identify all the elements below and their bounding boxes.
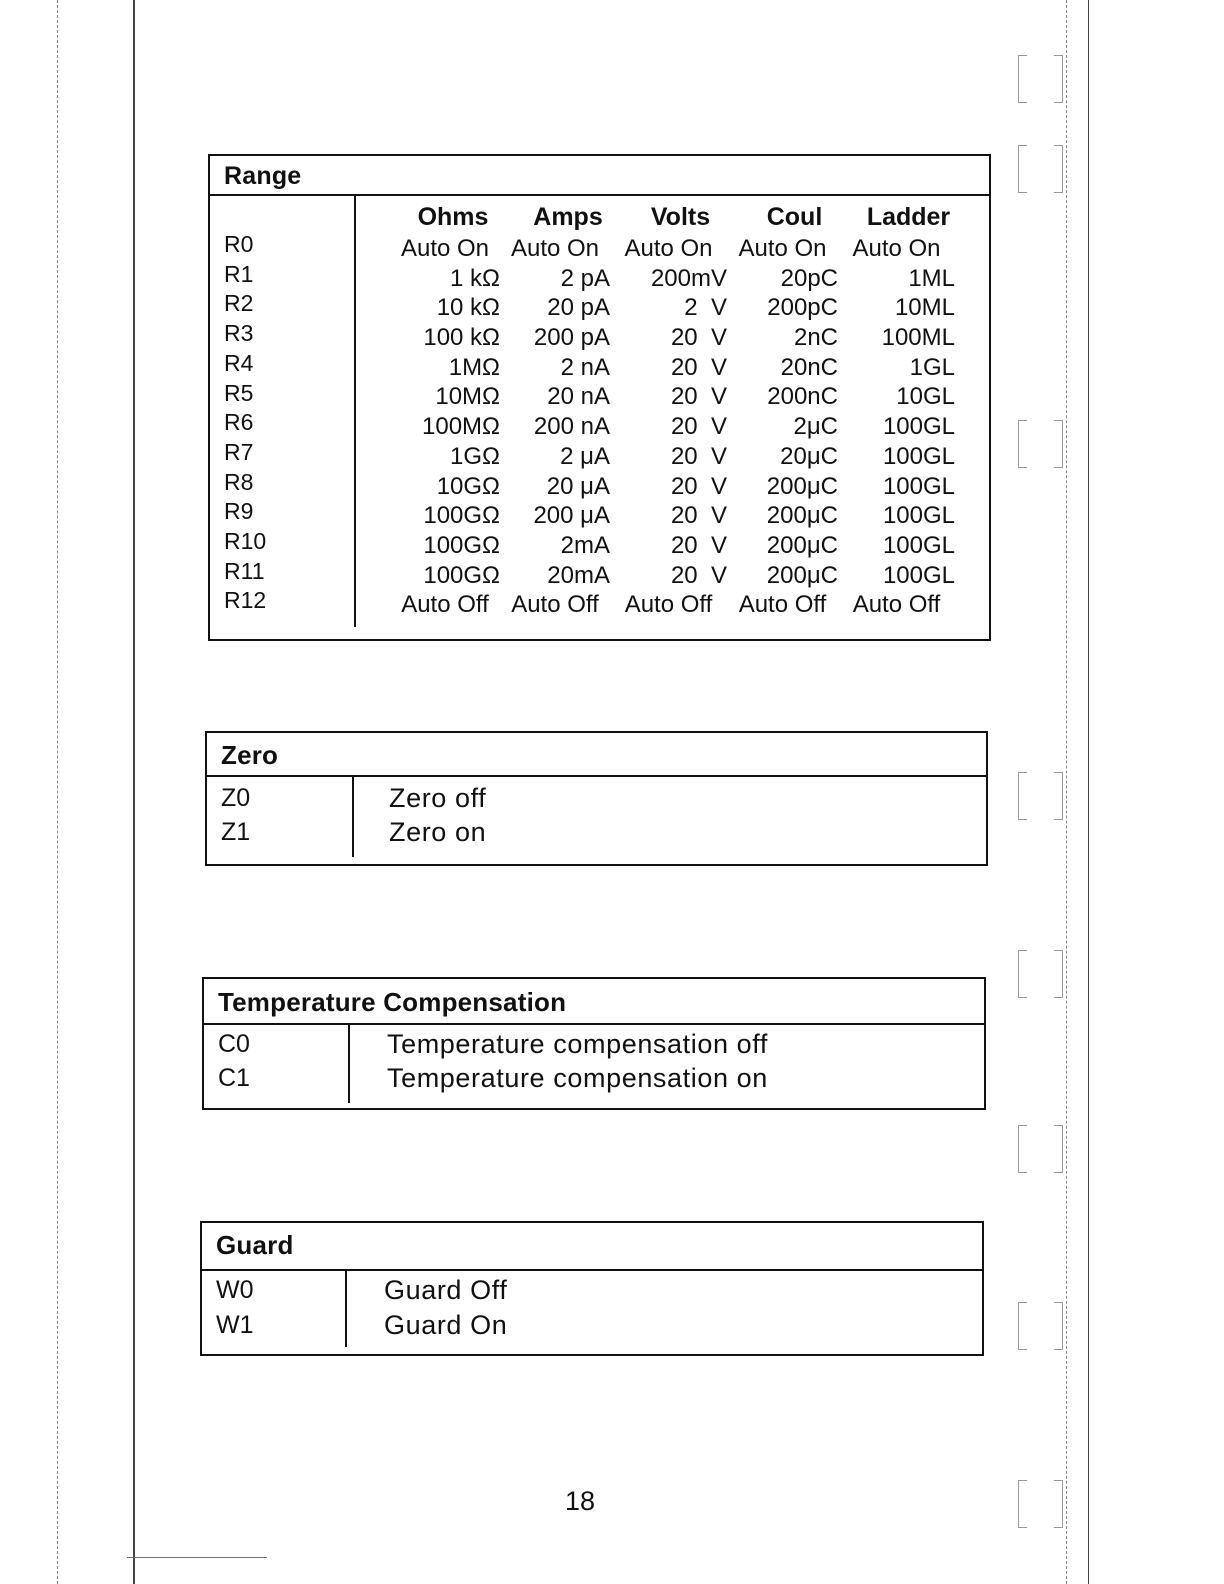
range-cell-ladder: 1GL bbox=[909, 353, 955, 381]
range-cell-ohms: Auto On bbox=[400, 235, 490, 262]
range-cell-coul: 200μC bbox=[766, 472, 838, 500]
guard-codes bbox=[216, 1273, 254, 1343]
range-header-row bbox=[390, 200, 967, 234]
range-cell-ohms: 100GΩ bbox=[423, 561, 500, 589]
range-cell-ohms: 100 kΩ bbox=[423, 324, 500, 352]
range-cell-coul: Auto Off bbox=[738, 591, 827, 619]
scan-bottom-stroke bbox=[127, 1557, 267, 1558]
guard-desc: Guard On bbox=[384, 1310, 508, 1340]
guard-divider bbox=[345, 1271, 347, 1347]
range-cell-ohms: 1MΩ bbox=[448, 353, 500, 381]
range-code: R2 bbox=[224, 290, 254, 317]
range-cell-coul: Auto On bbox=[738, 235, 827, 262]
zero-desc: Zero off bbox=[389, 783, 487, 813]
range-cell-ladder: 10GL bbox=[896, 383, 955, 411]
guard-title: Guard bbox=[202, 1223, 982, 1271]
range-row bbox=[390, 382, 967, 412]
guard-desc: Guard Off bbox=[384, 1275, 508, 1305]
range-cell-amps: 200 nA bbox=[533, 413, 610, 441]
temperature-table bbox=[202, 977, 986, 1110]
range-cell-amps: 2 μA bbox=[560, 442, 610, 470]
range-cell-ohms: Auto Off bbox=[401, 591, 489, 619]
range-cell-coul: 200μC bbox=[766, 531, 838, 559]
range-cell-coul: 200nC bbox=[767, 383, 838, 411]
range-row bbox=[390, 353, 967, 383]
range-cell-amps: 2 pA bbox=[560, 264, 610, 292]
range-cell-ladder: 100GL bbox=[882, 413, 955, 441]
range-cell-ohms: 10GΩ bbox=[436, 472, 500, 500]
range-code: R3 bbox=[224, 320, 254, 347]
range-cell-ladder: 100ML bbox=[881, 324, 955, 352]
range-cell-amps: Auto Off bbox=[511, 591, 599, 619]
range-cell-volts: 20 V bbox=[670, 561, 727, 589]
range-cell-ladder: 100GL bbox=[882, 502, 955, 530]
range-cell-coul: 20pC bbox=[780, 264, 838, 292]
range-cell-amps: 2 nA bbox=[560, 353, 610, 381]
range-cell-volts: 20 V bbox=[670, 383, 727, 411]
range-cell-ohms: 100MΩ bbox=[422, 413, 500, 441]
range-cell-ohms: 1GΩ bbox=[450, 442, 500, 470]
range-code: R0 bbox=[224, 231, 254, 257]
guard-table bbox=[200, 1221, 984, 1356]
range-cell-volts: 20 V bbox=[670, 502, 727, 530]
range-cell-volts: 20 V bbox=[670, 442, 727, 470]
range-cell-amps: 20 μA bbox=[546, 472, 610, 500]
zero-codes bbox=[221, 781, 250, 849]
temperature-code: C0 bbox=[218, 1030, 250, 1058]
zero-divider bbox=[352, 777, 354, 857]
range-cell-volts: 20 V bbox=[670, 324, 727, 352]
range-cell-volts: 200mV bbox=[650, 264, 727, 292]
scan-dashed-line-left bbox=[57, 0, 58, 1584]
header-coul: Coul bbox=[766, 203, 823, 231]
range-cell-volts: 20 V bbox=[670, 531, 727, 559]
temperature-desc: Temperature compensation off bbox=[387, 1029, 769, 1059]
temperature-descriptions bbox=[387, 1027, 768, 1095]
range-cell-ohms: 1 kΩ bbox=[450, 264, 500, 292]
range-cell-coul: 20μC bbox=[780, 442, 838, 470]
range-table bbox=[208, 154, 991, 641]
binder-mark bbox=[1054, 950, 1063, 998]
binder-mark bbox=[1018, 1125, 1027, 1173]
range-cell-coul: 2μC bbox=[793, 413, 838, 441]
range-cell-amps: 2mA bbox=[560, 531, 610, 559]
binder-mark bbox=[1018, 772, 1027, 820]
zero-code: Z0 bbox=[221, 784, 251, 812]
binder-mark bbox=[1054, 420, 1063, 468]
range-row bbox=[390, 590, 967, 620]
temperature-code: C1 bbox=[218, 1064, 250, 1092]
binder-mark bbox=[1054, 772, 1063, 820]
binder-mark bbox=[1054, 1302, 1063, 1350]
binder-mark bbox=[1054, 55, 1063, 103]
range-cell-amps: 20mA bbox=[547, 561, 610, 589]
range-cell-ohms: 10 kΩ bbox=[436, 294, 500, 322]
range-cell-coul: 200μC bbox=[766, 561, 838, 589]
temperature-divider bbox=[348, 1025, 350, 1103]
range-cell-amps: 200 μA bbox=[533, 502, 610, 530]
scan-margin-line-right bbox=[1088, 0, 1089, 1584]
range-row bbox=[390, 442, 967, 472]
range-cell-amps: 20 nA bbox=[547, 383, 610, 411]
range-grid bbox=[390, 200, 967, 620]
range-cell-coul: 2nC bbox=[793, 324, 838, 352]
range-cell-coul: 200μC bbox=[766, 502, 838, 530]
range-cell-volts: 20 V bbox=[670, 353, 727, 381]
range-cell-coul: 20nC bbox=[780, 353, 838, 381]
range-cell-ladder: 100GL bbox=[882, 472, 955, 500]
scan-dashed-line-right bbox=[1066, 0, 1067, 1584]
binder-mark bbox=[1018, 950, 1027, 998]
range-cell-volts: Auto On bbox=[624, 235, 713, 262]
range-cell-ladder: 100GL bbox=[882, 561, 955, 589]
range-body bbox=[210, 196, 989, 639]
range-row bbox=[390, 412, 967, 442]
range-rows bbox=[390, 234, 967, 620]
range-code: R6 bbox=[224, 409, 254, 436]
binder-mark bbox=[1054, 1125, 1063, 1173]
range-cell-amps: 200 pA bbox=[533, 324, 610, 352]
guard-descriptions bbox=[384, 1273, 507, 1343]
range-codes bbox=[224, 230, 266, 616]
temperature-title: Temperature Compensation bbox=[204, 979, 984, 1025]
range-cell-ohms: 100GΩ bbox=[423, 531, 500, 559]
range-title: Range bbox=[210, 156, 989, 196]
range-code: R1 bbox=[224, 260, 254, 287]
range-cell-volts: Auto Off bbox=[624, 591, 713, 619]
range-row bbox=[390, 323, 967, 353]
header-volts: Volts bbox=[650, 203, 711, 231]
binder-mark bbox=[1018, 1302, 1027, 1350]
range-cell-volts: 2 V bbox=[684, 294, 727, 322]
range-cell-ladder: Auto On bbox=[852, 235, 941, 262]
range-cell-ohms: 10MΩ bbox=[435, 383, 500, 411]
zero-title: Zero bbox=[207, 733, 986, 777]
guard-code: W0 bbox=[216, 1276, 254, 1304]
range-cell-amps: Auto On bbox=[510, 235, 600, 262]
binder-mark bbox=[1018, 145, 1027, 193]
range-cell-volts: 20 V bbox=[670, 413, 727, 441]
binder-mark bbox=[1018, 55, 1027, 103]
range-row bbox=[390, 501, 967, 531]
range-cell-coul: 200pC bbox=[767, 294, 838, 322]
binder-mark bbox=[1018, 420, 1027, 468]
range-divider bbox=[354, 196, 356, 627]
zero-descriptions bbox=[389, 781, 486, 849]
scan-margin-line-left bbox=[133, 0, 135, 1584]
range-code: R7 bbox=[224, 438, 254, 465]
zero-code: Z1 bbox=[221, 818, 251, 846]
range-row bbox=[390, 561, 967, 591]
range-row bbox=[390, 293, 967, 323]
zero-desc: Zero on bbox=[389, 817, 487, 847]
range-code: R8 bbox=[224, 468, 254, 495]
page-number: 18 bbox=[564, 1486, 596, 1516]
range-cell-ladder: 1ML bbox=[908, 264, 955, 292]
header-amps: Amps bbox=[533, 203, 603, 231]
range-cell-amps: 20 pA bbox=[547, 294, 610, 322]
range-code: R4 bbox=[224, 349, 254, 376]
zero-table bbox=[205, 731, 988, 866]
range-code: R11 bbox=[224, 557, 265, 584]
guard-body bbox=[202, 1271, 982, 1354]
guard-code: W1 bbox=[216, 1311, 254, 1339]
range-code: R9 bbox=[224, 498, 254, 525]
range-code: R12 bbox=[224, 587, 267, 614]
binder-mark bbox=[1054, 145, 1063, 193]
range-row bbox=[390, 234, 967, 264]
header-ladder: Ladder bbox=[866, 203, 951, 231]
temperature-body bbox=[204, 1025, 984, 1108]
range-cell-volts: 20 V bbox=[670, 472, 727, 500]
temperature-codes bbox=[218, 1027, 250, 1095]
zero-body bbox=[207, 777, 986, 864]
range-cell-ladder: Auto Off bbox=[852, 591, 941, 619]
range-code: R5 bbox=[224, 379, 254, 406]
range-code: R10 bbox=[224, 528, 267, 555]
range-cell-ladder: 10ML bbox=[894, 294, 955, 322]
range-row bbox=[390, 472, 967, 502]
range-cell-ladder: 100GL bbox=[882, 531, 955, 559]
temperature-desc: Temperature compensation on bbox=[387, 1063, 768, 1093]
range-cell-ladder: 100GL bbox=[882, 442, 955, 470]
range-cell-ohms: 100GΩ bbox=[423, 502, 500, 530]
range-row bbox=[390, 264, 967, 294]
header-ohms: Ohms bbox=[417, 203, 489, 231]
range-row bbox=[390, 531, 967, 561]
